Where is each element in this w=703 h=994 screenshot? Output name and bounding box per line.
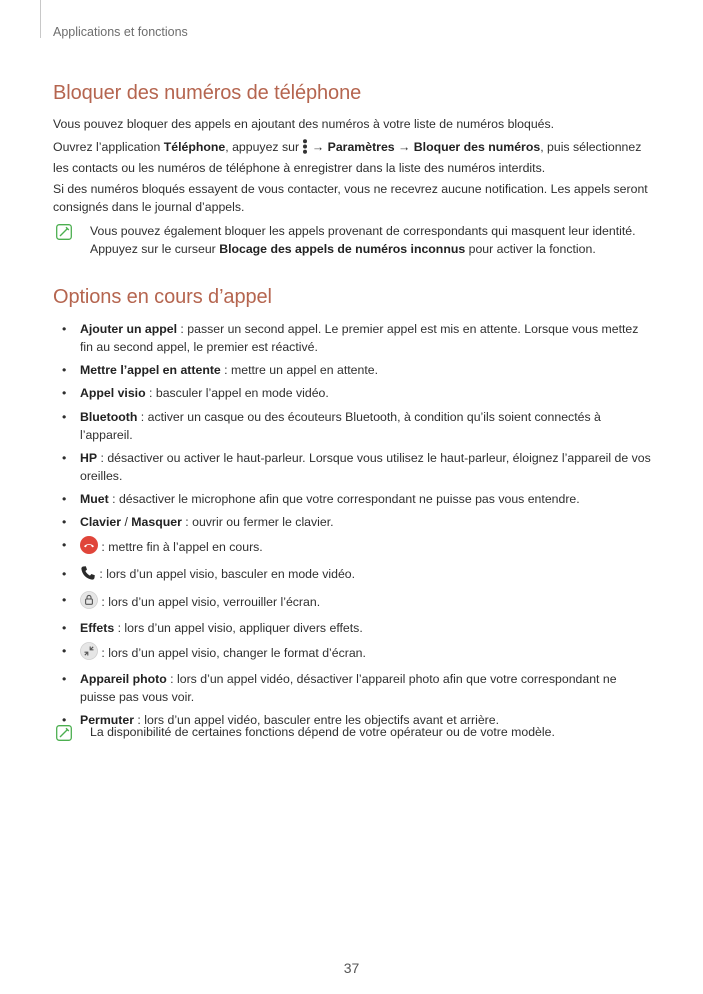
list-item: • : mettre fin à l’appel en cours. [53, 536, 653, 559]
block-numbers-p3: Si des numéros bloqués essayent de vous contacter, vous ne recevrez aucune notification. Les appels seront consignés dans le journal d’appels. [53, 182, 648, 214]
header-divider [40, 0, 41, 38]
call-options-list [53, 320, 653, 735]
list-item: • Bluetooth : activer un casque ou des écouteurs Bluetooth, à condition qu’ils soient connectés à l’appareil. [53, 408, 653, 444]
end-call-icon [80, 536, 98, 559]
page-number: 37 [343, 960, 360, 976]
list-item: • : lors d’un appel visio, basculer en mode vidéo. [53, 565, 653, 586]
list-item: • HP : désactiver ou activer le haut-parleur. Lorsque vous utilisez le haut-parleur, éloignez l’appareil de vos oreilles. [53, 449, 653, 485]
call-options-note: La disponibilité de certaines fonctions dépend de votre opérateur ou de votre modèle. [53, 723, 653, 741]
list-item: • Effets : lors d’un appel visio, appliquer divers effets. [53, 619, 653, 637]
lock-icon [80, 591, 98, 614]
list-item: • Appareil photo : lors d’un appel vidéo, désactiver l’appareil photo afin que votre correspondant ne puisse pas vous voir. [53, 670, 653, 706]
block-numbers-title: Bloquer des numéros de téléphone [53, 82, 362, 104]
list-item: • : lors d’un appel visio, verrouiller l’écran. [53, 591, 653, 614]
list-item: • : lors d’un appel visio, changer le format d’écran. [53, 642, 653, 665]
list-item: • Permuter : lors d’un appel vidéo, basculer entre les objectifs avant et arrière. [53, 711, 653, 729]
note-icon [56, 725, 72, 741]
list-item: • Clavier / Masquer : ouvrir ou fermer le clavier. [53, 513, 653, 531]
block-numbers-p1: Vous pouvez bloquer des appels en ajoutant des numéros à votre liste de numéros bloqués. [53, 117, 555, 131]
call-options-title: Options en cours d’appel [53, 286, 272, 308]
section-header: Applications et fonctions [53, 25, 188, 39]
screen-format-icon [80, 642, 98, 665]
list-item: • Mettre l’appel en attente : mettre un appel en attente. [53, 361, 653, 379]
block-numbers-note: Vous pouvez également bloquer les appels provenant de correspondants qui masquent leur identité. Appuyez sur le curseur Blocage des appels de numéros inconnus pour activer la fonction. [53, 222, 653, 258]
list-item: • Ajouter un appel : passer un second appel. Le premier appel est mis en attente. Lorsque vous mettez fin au second appel, le premier est réactivé. [53, 320, 653, 356]
note-icon [56, 224, 72, 240]
phone-icon [80, 565, 96, 586]
list-item: • Muet : désactiver le microphone afin que votre correspondant ne puisse pas vous entendre. [53, 490, 653, 508]
block-numbers-p2: Ouvrez l’application Téléphone, appuyez sur → Paramètres → Bloquer des numéros, puis sélectionnez les contacts ou les numéros de téléphone à enregistrer dans la liste des numéros interdits. [53, 140, 642, 175]
list-item: • Appel visio : basculer l’appel en mode vidéo. [53, 384, 653, 402]
